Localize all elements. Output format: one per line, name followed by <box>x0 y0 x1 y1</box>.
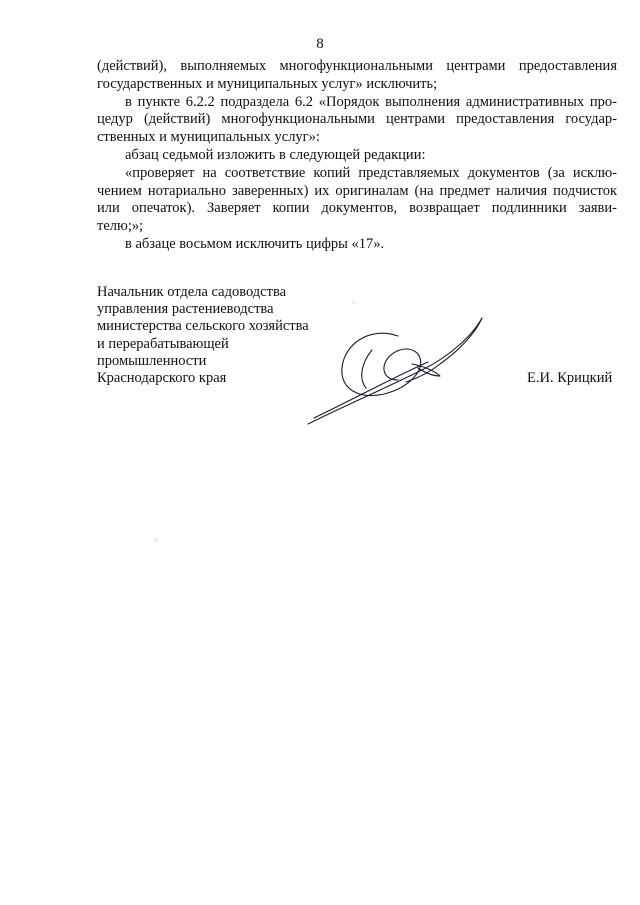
position-line: и перерабатывающей <box>97 335 229 352</box>
scan-speck <box>156 540 157 541</box>
position-line: Краснодарского края <box>97 370 227 387</box>
text-line: цедур (действий) многофункциональными центрами предоставления государ- <box>97 111 617 128</box>
position-line: Начальник отдела садоводства <box>97 284 287 300</box>
position-line: министерства сельского хозяйства <box>97 318 309 335</box>
text-line: в абзаце восьмом исключить цифры «17». <box>125 235 385 252</box>
document-body <box>97 58 617 254</box>
text-line: «проверяет на соответствие копий представляемых документов (за исклю- <box>125 164 617 181</box>
position-line: управления растениеводства <box>97 301 274 318</box>
text-line: ственных и муниципальных услуг»: <box>97 129 320 146</box>
text-line: в пункте 6.2.2 подраздела 6.2 «Порядок выполнения административных про- <box>125 93 617 110</box>
text-line: (действий), выполняемых многофункциональными центрами предоставления <box>97 58 617 74</box>
scan-speck <box>353 302 354 303</box>
signatory-name: Е.И. Крицкий <box>527 370 613 386</box>
position-line: промышленности <box>97 352 207 369</box>
signatory-position <box>97 284 309 387</box>
text-line: или опечаток). Заверяет копии документов, возвращает подлинники заяви- <box>97 200 617 217</box>
text-line: чением нотариально заверенных) их оригиналам (на предмет наличия подчисток <box>97 182 617 199</box>
text-line: абзац седьмой изложить в следующей редакции: <box>125 146 426 163</box>
text-line: государственных и муниципальных услуг» исключить; <box>97 75 438 92</box>
text-line: телю;»; <box>97 218 144 235</box>
handwritten-signature <box>300 306 500 430</box>
page-number: 8 <box>316 36 324 52</box>
